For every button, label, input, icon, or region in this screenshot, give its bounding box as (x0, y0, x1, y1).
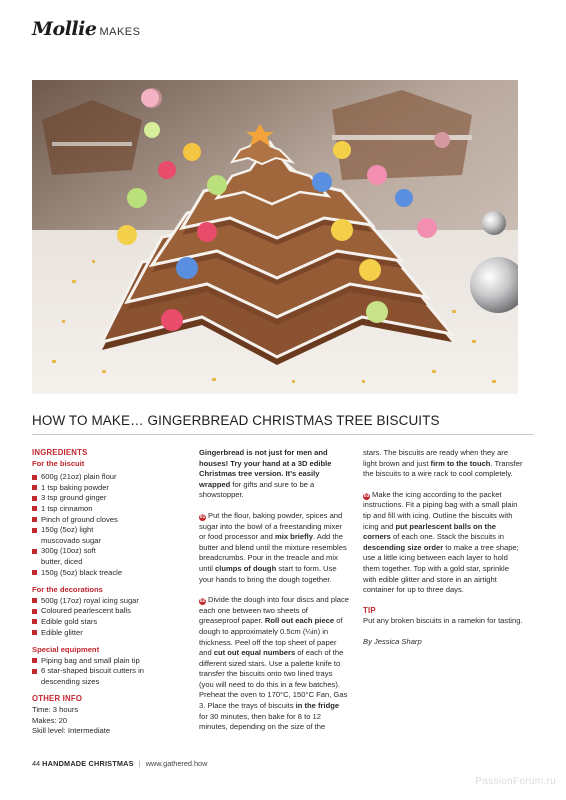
step-text: of each one. Stack the biscuits in (390, 532, 504, 542)
decoration-item: Edible glitter (32, 628, 182, 639)
gingerbread-tree-illustration (32, 80, 518, 394)
step-number-badge: 03 (363, 492, 370, 499)
ingredient-item: 300g (10oz) soft butter, diced (32, 546, 108, 567)
other-info-skill: Skill level: Intermediate (32, 726, 111, 736)
masthead-script: Mollie (32, 18, 97, 40)
step-text-bold: descending size order (363, 542, 444, 552)
ingredient-item: 150g (5oz) light muscovado sugar (32, 525, 120, 546)
page-number: 44 (32, 759, 41, 768)
step-text: Make the icing according to the packet instructions. Fit a piping bag with a small plain tip and fill with icing. Outline the biscuits with icing and (363, 489, 518, 531)
method-column-1 (199, 448, 349, 733)
step-text: start to form. Use your hands to bring the dough together. (199, 563, 337, 584)
step-text: Put the flour, baking powder, spices and sugar into the bowl of a freestanding mixer or food processor and (199, 510, 343, 542)
ingredient-item: Pinch of ground cloves (32, 515, 182, 526)
step-text-bold: Roll out each piece (264, 616, 335, 626)
step-text-bold: firm to the touch (430, 458, 491, 468)
decorations-title: For the decorations (32, 585, 103, 595)
intro-paragraph (199, 448, 349, 501)
other-info-title: OTHER INFO (32, 694, 83, 704)
ingredient-item: 600g (21oz) plain flour (32, 472, 182, 483)
watermark: PassionForum.ru (475, 776, 556, 787)
ingredient-item: 3 tsp ground ginger (32, 493, 182, 504)
step-text: of dough to approximately 0.5cm (¼in) in thickness. Peel off the top sheet of paper and (199, 616, 343, 658)
equipment-item: 6 star-shaped biscuit cutters in descending sizes (32, 666, 150, 687)
step-text-bold: cut out equal numbers (213, 648, 296, 658)
step-number-badge: 01 (199, 513, 206, 520)
step-text: for 30 minutes, then bake for 8 to 12 minutes, depending on the size of the (199, 711, 326, 732)
masthead-logo (32, 18, 140, 40)
decorations-list (32, 596, 182, 638)
magazine-name: HANDMADE CHRISTMAS (42, 759, 134, 768)
byline: By Jessica Sharp (363, 636, 422, 646)
step-text: . Add the butter and blend until the mixture resembles breadcrumbs. Pour in the treacle and mix until (199, 532, 347, 573)
step-text-bold: clumps of dough (215, 563, 277, 573)
method-step (199, 595, 349, 733)
other-info-time: Time: 3 hours (32, 705, 79, 715)
step-text-bold: put pearlescent balls on the corners (363, 521, 496, 542)
footer-separator: | (138, 759, 141, 768)
step-text-bold: in the fridge (295, 701, 340, 711)
method-step-continued (363, 448, 523, 480)
intro-bold: Gingerbread is not just for men and houses! Try your hand at a 3D edible Christmas tree version. It’s easily wrapped (199, 448, 332, 489)
method-column-2 (363, 448, 523, 648)
equipment-title: Special equipment (32, 645, 100, 655)
tip-title: TIP (363, 605, 376, 615)
step-number-badge: 02 (199, 598, 206, 605)
method-step (199, 511, 349, 585)
method-step (363, 490, 523, 596)
step-text: of each of the different sized stars. Use a palette knife to transfer the biscuits onto two lined trays (you will need to do this in a few batches). Preheat the oven to 170°C, 150°C Fan, Gas 3. Place the trays of biscuits (199, 648, 348, 711)
step-text-continued: stars. The biscuits are ready when they are light brown and just (363, 448, 509, 468)
intro-rest: for gifts and sure to be a showstopper. (199, 479, 315, 500)
step-text: . Transfer the biscuits to a wire rack to cool completely. (363, 458, 523, 479)
step-text: to make a tree shape; use a little icing between each layer to hold them together. Top with a gold star, sprinkle with edible glitter and store in an airtight container for up to three days. (363, 542, 519, 595)
ingredients-column (32, 448, 182, 737)
footer-website: www.gathered.how (145, 759, 208, 768)
equipment-list (32, 656, 182, 688)
biscuit-title: For the biscuit (32, 458, 85, 468)
ingredients-title: INGREDIENTS (32, 448, 88, 457)
decoration-item: Coloured pearlescent balls (32, 606, 182, 617)
tip-text: Put any broken biscuits in a ramekin for tasting. (363, 616, 523, 626)
page-footer (32, 759, 207, 768)
masthead-makes: MAKES (99, 26, 141, 38)
equipment-item: Piping bag and small plain tip (32, 656, 182, 667)
decoration-item: Edible gold stars (32, 617, 182, 628)
ingredient-item: 150g (5oz) black treacle (32, 568, 182, 579)
ingredient-item: 1 tsp baking powder (32, 483, 182, 494)
hero-photo (32, 80, 518, 394)
other-info-makes: Makes: 20 (32, 715, 68, 725)
ingredient-item: 1 tsp cinnamon (32, 504, 182, 515)
decoration-item: 500g (17oz) royal icing sugar (32, 596, 182, 607)
step-text: Divide the dough into four discs and place each one between two sheets of greaseproof paper. (199, 595, 349, 626)
step-text-bold: mix briefly (274, 532, 313, 542)
headline-rule (32, 434, 534, 435)
article-headline: HOW TO MAKE… GINGERBREAD CHRISTMAS TREE BISCUITS (32, 413, 440, 428)
biscuit-ingredients-list (32, 472, 182, 578)
